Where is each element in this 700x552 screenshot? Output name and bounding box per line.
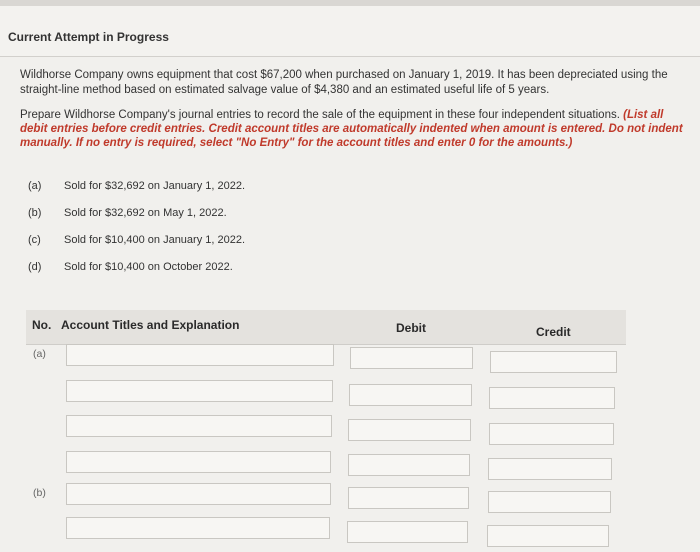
account-title-input[interactable] — [66, 380, 333, 402]
question-instructions — [20, 108, 685, 150]
credit-input[interactable] — [489, 423, 614, 445]
situation-d — [28, 261, 233, 273]
question-panel — [0, 57, 700, 552]
situation-b — [28, 207, 227, 219]
col-no: No. — [32, 318, 52, 332]
instructions-text: Prepare Wildhorse Company's journal entries to record the sale of the equipment in these four independent situations. — [20, 109, 624, 121]
situation-text: Sold for $32,692 on January 1, 2022. — [64, 180, 246, 192]
account-title-input[interactable] — [66, 415, 332, 437]
journal-table-header — [26, 310, 626, 345]
debit-input[interactable] — [348, 419, 471, 441]
question-header — [0, 6, 700, 57]
credit-input[interactable] — [487, 525, 609, 547]
debit-input[interactable] — [348, 487, 469, 509]
debit-input[interactable] — [350, 347, 473, 369]
debit-input[interactable] — [347, 521, 468, 543]
account-title-input[interactable] — [66, 451, 331, 473]
situation-a — [28, 180, 245, 192]
situation-label: (d) — [28, 261, 42, 273]
credit-input[interactable] — [488, 491, 611, 513]
instructions-note: (List all debit entries before credit entries. Credit account titles are automatically indented when amount is entered. Do not indent manually. If no entry is required, select "No Entry" for the account titles and enter 0 for the amounts.) — [20, 109, 683, 149]
situation-label: (c) — [28, 234, 41, 246]
situation-text: Sold for $32,692 on May 1, 2022. — [64, 207, 227, 219]
situation-c — [28, 234, 245, 246]
credit-input[interactable] — [489, 387, 615, 409]
debit-input[interactable] — [348, 454, 470, 476]
attempt-status: Current Attempt in Progress — [8, 30, 169, 44]
account-title-input[interactable] — [66, 517, 330, 539]
col-account-titles: Account Titles and Explanation — [61, 318, 240, 332]
col-debit: Debit — [396, 321, 426, 335]
entry-label-b: (b) — [33, 487, 46, 499]
situation-text: Sold for $10,400 on January 1, 2022. — [64, 234, 246, 246]
credit-input[interactable] — [488, 458, 612, 480]
question-intro: Wildhorse Company owns equipment that cost $67,200 when purchased on January 1, 2019. It has been depreciated using the straight-line method based on estimated salvage value of $4,380 and an estimated useful life of 5 years. — [20, 69, 668, 96]
account-title-input[interactable] — [66, 344, 334, 366]
debit-input[interactable] — [349, 384, 472, 406]
entry-label-a: (a) — [33, 348, 46, 360]
account-title-input[interactable] — [66, 483, 331, 505]
situation-label: (b) — [28, 207, 42, 219]
credit-input[interactable] — [490, 351, 617, 373]
situation-label: (a) — [28, 180, 42, 192]
col-credit: Credit — [536, 325, 571, 339]
situation-text: Sold for $10,400 on October 2022. — [64, 261, 233, 273]
